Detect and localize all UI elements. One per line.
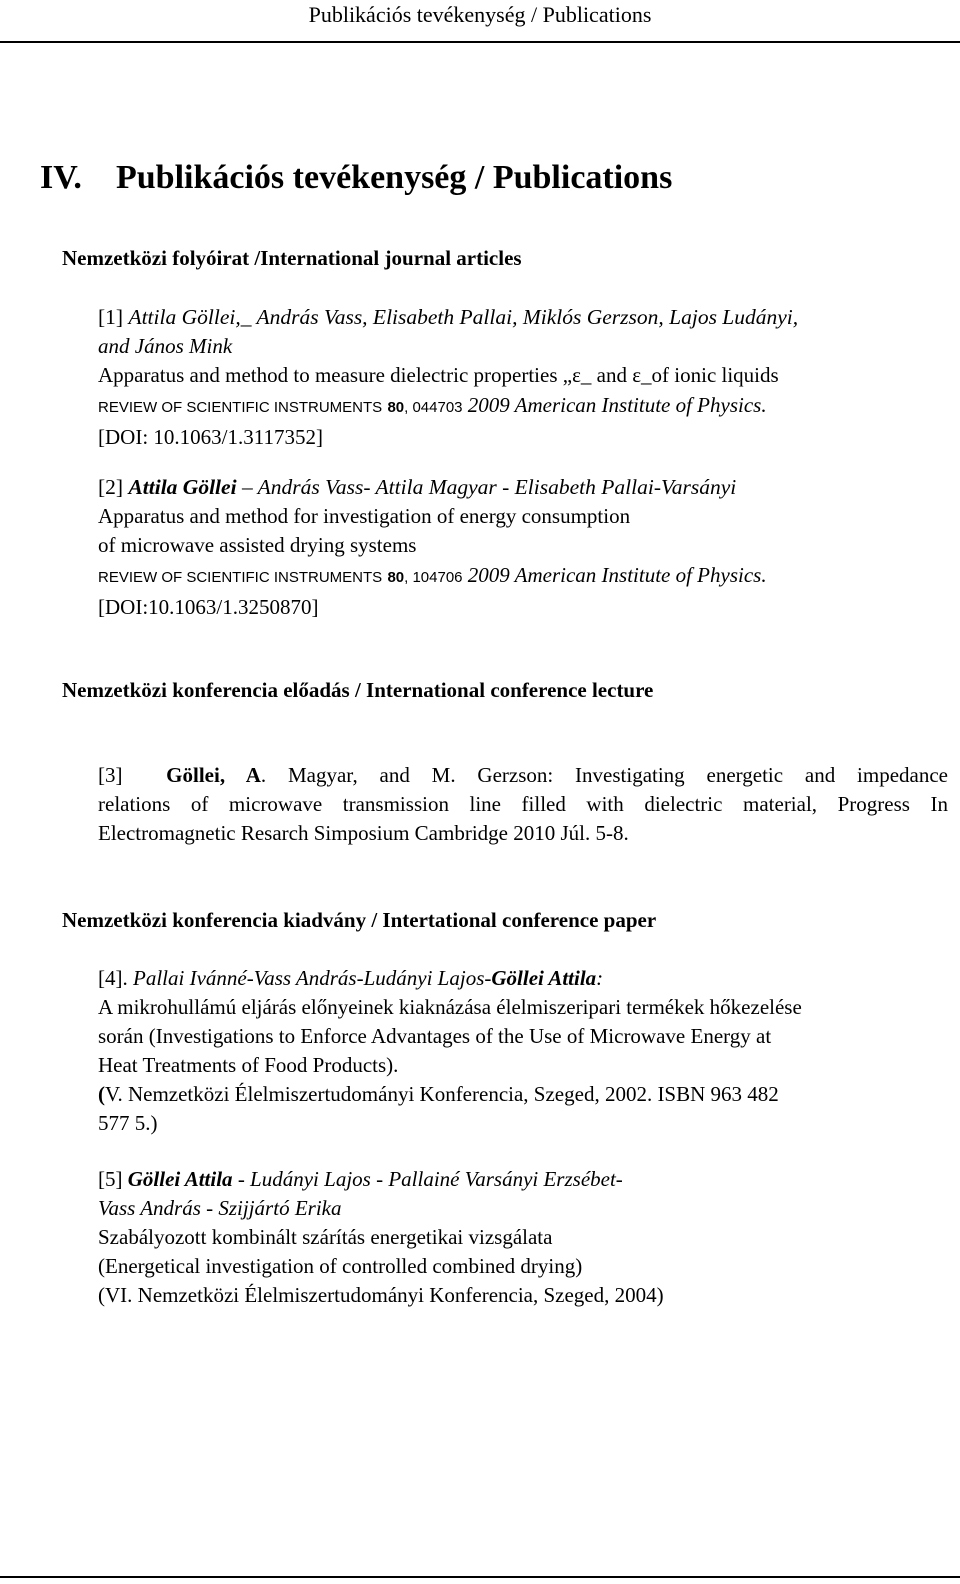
journal-name: REVIEW OF SCIENTIFIC INSTRUMENTS (98, 569, 383, 586)
journal-volume: 80 (387, 399, 405, 416)
entry-number: [2] (98, 475, 124, 499)
entry-number: [3] (98, 763, 123, 787)
entry-journal-line (98, 560, 956, 593)
section-heading-journal: Nemzetközi folyóirat /International journal articles (62, 246, 522, 270)
chapter-title-text: Publikációs tevékenység / Publications (116, 159, 673, 196)
section-heading-paper: Nemzetközi konferencia kiadvány / Intertational conference paper (62, 908, 657, 932)
entry-main-author: Attila Göllei (128, 475, 237, 499)
entry-doi: [DOI: 10.1063/1.3117352] (98, 425, 323, 449)
entry-title: A mikrohullámú eljárás előnyeinek kiaknázása élelmiszeripari termékek hőkezelése (98, 995, 802, 1019)
entry-title-cont: Heat Treatments of Food Products). (98, 1053, 399, 1077)
entry-title-cont: során (Investigations to Enforce Advantages of the Use of Microwave Energy at (98, 1024, 772, 1048)
entry-title-cont: of microwave assisted drying systems (98, 533, 417, 557)
entry-number: [1] (98, 305, 124, 329)
entry-number: [4]. (98, 966, 128, 990)
publication-entry-4 (98, 964, 956, 1138)
entry-title: Szabályozott kombinált szárítás energetikai vizsgálata (98, 1225, 553, 1249)
entry-number: [5] (98, 1167, 123, 1191)
entry-conference (98, 1080, 956, 1109)
entry-authors-text: – András Vass- Attila Magyar - Elisabeth Pallai-Varsányi (241, 475, 737, 499)
entry-title: Apparatus and method for investigation of energy consumption (98, 504, 631, 528)
entry-authors (98, 302, 956, 332)
journal-article: , 104706 (404, 569, 463, 586)
entry-text-line: Electromagnetic Resarch Simposium Cambridge 2010 Júl. 5-8. (98, 821, 629, 845)
entry-authors-text: Attila Göllei,_ András Vass, Elisabeth Pallai, Miklós Gerzson, Lajos Ludányi, (128, 305, 799, 329)
entry-authors-cont: and János Mink (98, 334, 233, 358)
chapter-title (40, 156, 672, 200)
entry-authors-cont: Vass András - Szijjártó Erika (98, 1196, 342, 1220)
section-heading-lecture: Nemzetközi konferencia előadás / International conference lecture (62, 678, 654, 702)
running-header: Publikációs tevékenység / Publications (308, 2, 652, 27)
entry-authors (98, 1165, 956, 1194)
entry-text-line: relations of microwave transmission line filled with dielectric material, Progress In (98, 792, 948, 816)
entry-text: . Magyar, and M. Gerzson: Investigating energetic and impedance (260, 763, 948, 787)
entry-authors-text: - Ludányi Lajos - Pallainé Varsányi Erzsébet- (237, 1167, 623, 1191)
footer-rule (0, 1576, 960, 1578)
entry-authors (98, 472, 956, 502)
chapter-number: IV. (40, 159, 82, 196)
publication-entry-2 (98, 472, 956, 622)
journal-publisher: 2009 American Institute of Physics. (467, 393, 767, 417)
entry-authors-colon: : (596, 966, 604, 990)
entry-main-author: Göllei Attila (127, 1167, 233, 1191)
header-rule (0, 41, 960, 43)
entry-conference: (VI. Nemzetközi Élelmiszertudományi Konferencia, Szeged, 2004) (98, 1283, 664, 1307)
journal-name: REVIEW OF SCIENTIFIC INSTRUMENTS (98, 399, 383, 416)
entry-journal-line (98, 390, 956, 423)
publication-entry-5 (98, 1165, 956, 1310)
conference-text: V. Nemzetközi Élelmiszertudományi Konferencia, Szeged, 2002. ISBN 963 482 (105, 1082, 779, 1106)
journal-article: , 044703 (404, 399, 463, 416)
entry-title-en: (Energetical investigation of controlled combined drying) (98, 1254, 583, 1278)
entry-authors (98, 964, 956, 993)
entry-main-author: Göllei, A (166, 763, 261, 787)
entry-title: Apparatus and method to measure dielectric properties „ε_ and ε_of ionic liquids (98, 363, 779, 387)
journal-publisher: 2009 American Institute of Physics. (467, 563, 767, 587)
entry-authors-text: Pallai Ivánné-Vass András-Ludányi Lajos- (133, 966, 492, 990)
publication-entry-1 (98, 302, 956, 452)
journal-volume: 80 (387, 569, 405, 586)
entry-main-author: Göllei Attila (491, 966, 597, 990)
entry-text-line (98, 761, 948, 790)
publication-entry-3 (98, 761, 948, 848)
entry-conference-cont: 577 5.) (98, 1111, 158, 1135)
entry-doi: [DOI:10.1063/1.3250870] (98, 595, 319, 619)
conference-paren: ( (98, 1082, 105, 1106)
